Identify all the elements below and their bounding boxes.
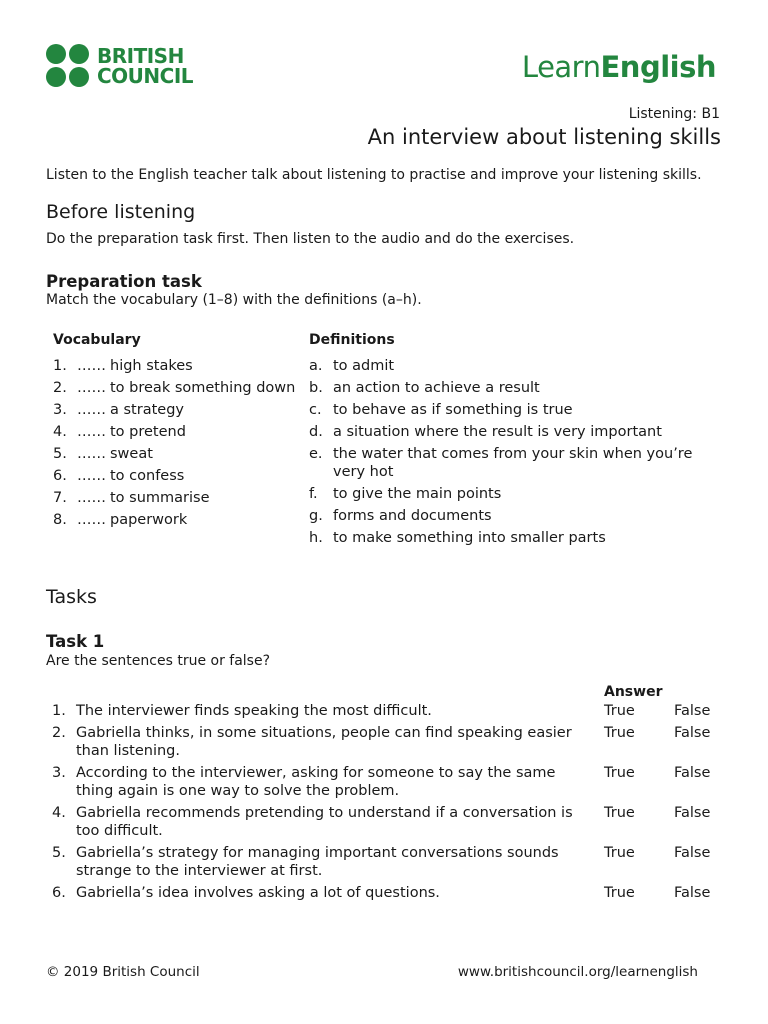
list-item: 5. …… sweat: [53, 446, 153, 462]
list-item: g. forms and documents: [309, 508, 492, 524]
true-option[interactable]: True: [604, 765, 635, 781]
list-item: b. an action to achieve a result: [309, 380, 540, 396]
brand-bold: English: [600, 50, 716, 84]
table-row: 1. The interviewer finds speaking the most difficult. True False: [52, 702, 722, 720]
true-option[interactable]: True: [604, 725, 635, 741]
preparation-task-heading: Preparation task: [46, 272, 202, 291]
preparation-task-text: Match the vocabulary (1–8) with the definitions (a–h).: [46, 292, 422, 308]
definitions-heading: Definitions: [309, 332, 395, 348]
list-item: 3. …… a strategy: [53, 402, 184, 418]
false-option[interactable]: False: [674, 805, 711, 821]
true-option[interactable]: True: [604, 703, 635, 719]
list-item: c. to behave as if something is true: [309, 402, 573, 418]
list-item: 6. …… to confess: [53, 468, 185, 484]
false-option[interactable]: False: [674, 765, 711, 781]
brand-light: Learn: [521, 50, 601, 84]
list-item: 7. …… to summarise: [53, 490, 210, 506]
footer-copyright: © 2019 British Council: [46, 964, 200, 980]
task-1-table: [52, 702, 722, 906]
table-row: 4. Gabriella recommends pretending to understand if a conversation is too difficult. True False: [52, 804, 722, 840]
vocabulary-list: [53, 355, 303, 531]
logo-line-2: COUNCIL: [97, 63, 194, 88]
list-item: 4. …… to pretend: [53, 424, 186, 440]
list-item: e. the water that comes from your skin when you’re very hot: [309, 446, 693, 480]
false-option[interactable]: False: [674, 845, 711, 861]
task-1-text: Are the sentences true or false?: [46, 653, 271, 669]
list-item: a. to admit: [309, 358, 395, 374]
task-1-heading: Task 1: [46, 632, 105, 651]
answer-heading: Answer: [604, 684, 663, 700]
false-option[interactable]: False: [674, 725, 711, 741]
logo-line-1: BRITISH: [97, 43, 184, 68]
logo-dots-icon: [46, 44, 89, 87]
british-council-logo: [46, 44, 193, 87]
list-item: f. to give the main points: [309, 486, 502, 502]
list-item: 1. …… high stakes: [53, 358, 193, 374]
definitions-list: [309, 355, 709, 549]
before-listening-heading: Before listening: [46, 201, 196, 223]
list-item: h. to make something into smaller parts: [309, 530, 606, 546]
before-listening-text: Do the preparation task first. Then listen to the audio and do the exercises.: [46, 231, 575, 247]
list-item: 2. …… to break something down: [53, 380, 296, 396]
intro-text: Listen to the English teacher talk about listening to practise and improve your listening skills.: [46, 167, 702, 183]
false-option[interactable]: False: [674, 885, 711, 901]
learnenglish-logo: [522, 50, 716, 84]
list-item: 8. …… paperwork: [53, 512, 188, 528]
vocabulary-heading: Vocabulary: [53, 332, 141, 348]
true-option[interactable]: True: [604, 885, 635, 901]
list-item: d. a situation where the result is very important: [309, 424, 662, 440]
table-row: 2. Gabriella thinks, in some situations, people can find speaking easier than listening. True False: [52, 724, 722, 760]
level-label: Listening: B1: [628, 106, 720, 122]
tasks-heading: Tasks: [46, 586, 97, 608]
page-title: An interview about listening skills: [367, 125, 721, 149]
true-option[interactable]: True: [604, 845, 635, 861]
footer-url[interactable]: www.britishcouncil.org/learnenglish: [457, 964, 698, 980]
false-option[interactable]: False: [674, 703, 711, 719]
table-row: 5. Gabriella’s strategy for managing important conversations sounds strange to the interviewer at first. True False: [52, 844, 722, 880]
table-row: 6. Gabriella’s idea involves asking a lot of questions. True False: [52, 884, 722, 902]
table-row: 3. According to the interviewer, asking for someone to say the same thing again is one way to solve the problem. True False: [52, 764, 722, 800]
true-option[interactable]: True: [604, 805, 635, 821]
